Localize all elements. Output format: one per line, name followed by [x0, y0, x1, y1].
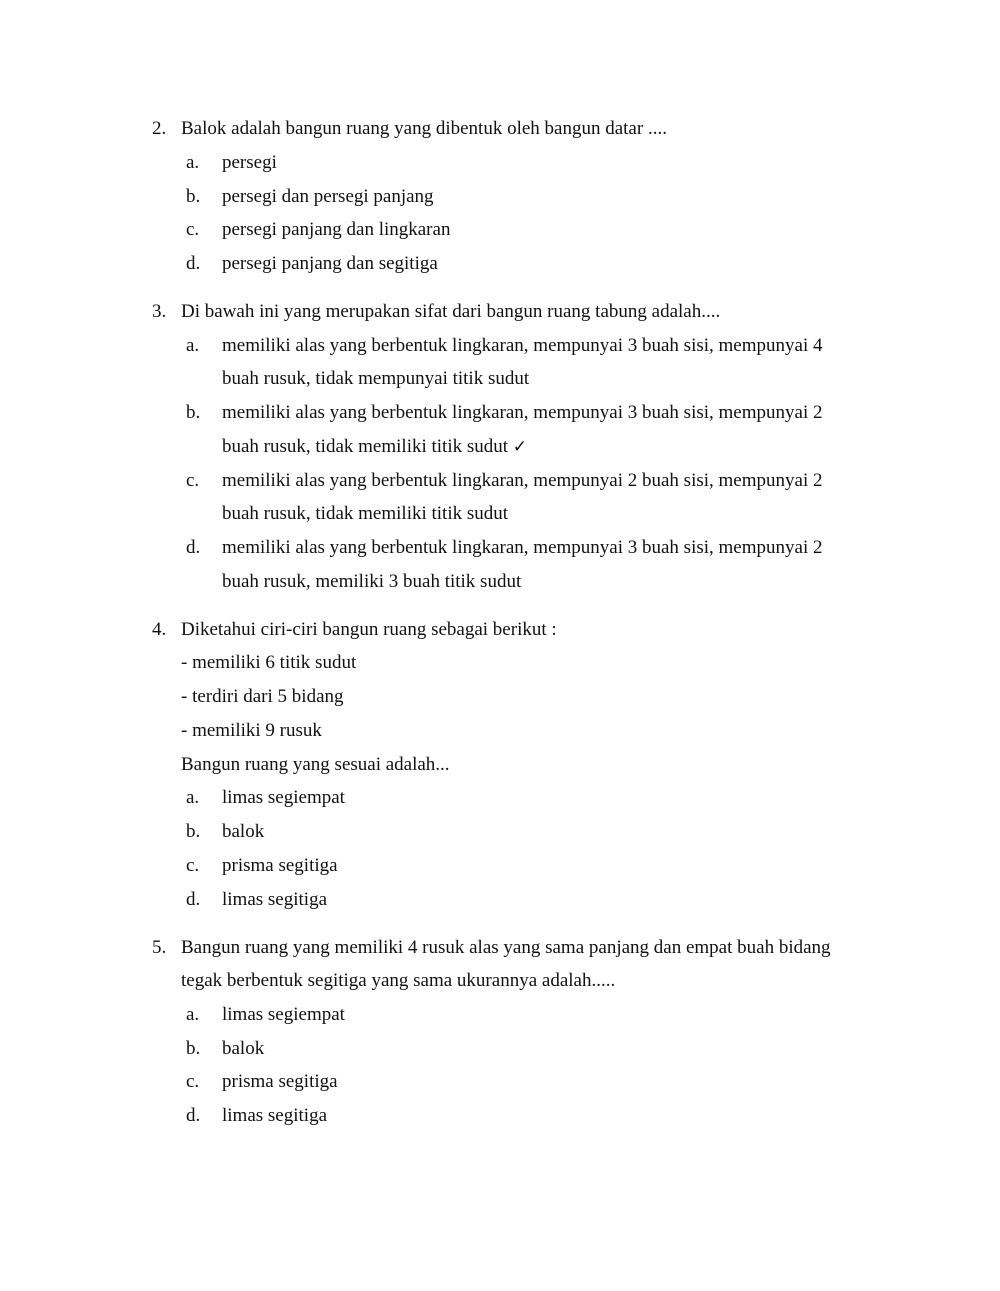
option-text-c-line-2: buah rusuk, tidak memiliki titik sudut	[222, 503, 509, 524]
option-text-a: limas segiempat	[222, 787, 345, 808]
question-prompt: Bangun ruang yang sesuai adalah...	[181, 754, 450, 775]
option-text-b: persegi dan persegi panjang	[222, 186, 434, 207]
question-number: 3.	[152, 301, 167, 322]
option-label-a: a.	[186, 787, 200, 808]
option-label-c: c.	[186, 219, 200, 240]
option-text-c: prisma segitiga	[222, 1071, 338, 1092]
option-label-a: a.	[186, 152, 200, 173]
question-stem: Balok adalah bangun ruang yang dibentuk oleh bangun datar ....	[181, 118, 667, 139]
option-text-a-line-1: memiliki alas yang berbentuk lingkaran, mempunyai 3 buah sisi, mempunyai 4	[222, 335, 823, 356]
option-text-a-line-2: buah rusuk, tidak mempunyai titik sudut	[222, 368, 530, 389]
option-label-b: b.	[186, 186, 201, 207]
option-text-b: balok	[222, 821, 265, 842]
option-text-b-line-2	[222, 436, 527, 458]
option-text-c: persegi panjang dan lingkaran	[222, 219, 451, 240]
option-text-d-line-2: buah rusuk, memiliki 3 buah titik sudut	[222, 571, 522, 592]
property-item: - terdiri dari 5 bidang	[181, 686, 344, 707]
option-label-d: d.	[186, 537, 201, 558]
property-item: - memiliki 9 rusuk	[181, 720, 322, 741]
option-label-d: d.	[186, 889, 201, 910]
option-text-d-line-1: memiliki alas yang berbentuk lingkaran, mempunyai 3 buah sisi, mempunyai 2	[222, 537, 823, 558]
option-label-d: d.	[186, 253, 201, 274]
option-label-d: d.	[186, 1105, 201, 1126]
question-number: 5.	[152, 937, 167, 958]
option-text-d: persegi panjang dan segitiga	[222, 253, 438, 274]
question-number: 2.	[152, 118, 167, 139]
option-text-a: persegi	[222, 152, 277, 173]
option-label-b: b.	[186, 1038, 201, 1059]
option-text-b-line-2-text: buah rusuk, tidak memiliki titik sudut	[222, 436, 509, 457]
option-text-b-line-1: memiliki alas yang berbentuk lingkaran, mempunyai 3 buah sisi, mempunyai 2	[222, 402, 823, 423]
checkmark-icon: ✓	[512, 437, 528, 457]
option-label-b: b.	[186, 402, 201, 423]
question-stem: Diketahui ciri-ciri bangun ruang sebagai berikut :	[181, 619, 557, 640]
option-text-c-line-1: memiliki alas yang berbentuk lingkaran, mempunyai 2 buah sisi, mempunyai 2	[222, 470, 823, 491]
option-label-a: a.	[186, 1004, 200, 1025]
option-label-c: c.	[186, 1071, 200, 1092]
property-item: - memiliki 6 titik sudut	[181, 652, 357, 673]
option-text-a: limas segiempat	[222, 1004, 345, 1025]
option-label-b: b.	[186, 821, 201, 842]
question-stem-line-1: Bangun ruang yang memiliki 4 rusuk alas yang sama panjang dan empat buah bidang	[181, 937, 831, 958]
option-label-c: c.	[186, 470, 200, 491]
option-label-a: a.	[186, 335, 200, 356]
question-stem-line-2: tegak berbentuk segitiga yang sama ukurannya adalah.....	[181, 970, 616, 991]
option-text-d: limas segitiga	[222, 1105, 328, 1126]
question-number: 4.	[152, 619, 167, 640]
option-text-c: prisma segitiga	[222, 855, 338, 876]
option-text-b: balok	[222, 1038, 265, 1059]
option-text-d: limas segitiga	[222, 889, 328, 910]
question-stem: Di bawah ini yang merupakan sifat dari bangun ruang tabung adalah....	[181, 301, 721, 322]
option-label-c: c.	[186, 855, 200, 876]
